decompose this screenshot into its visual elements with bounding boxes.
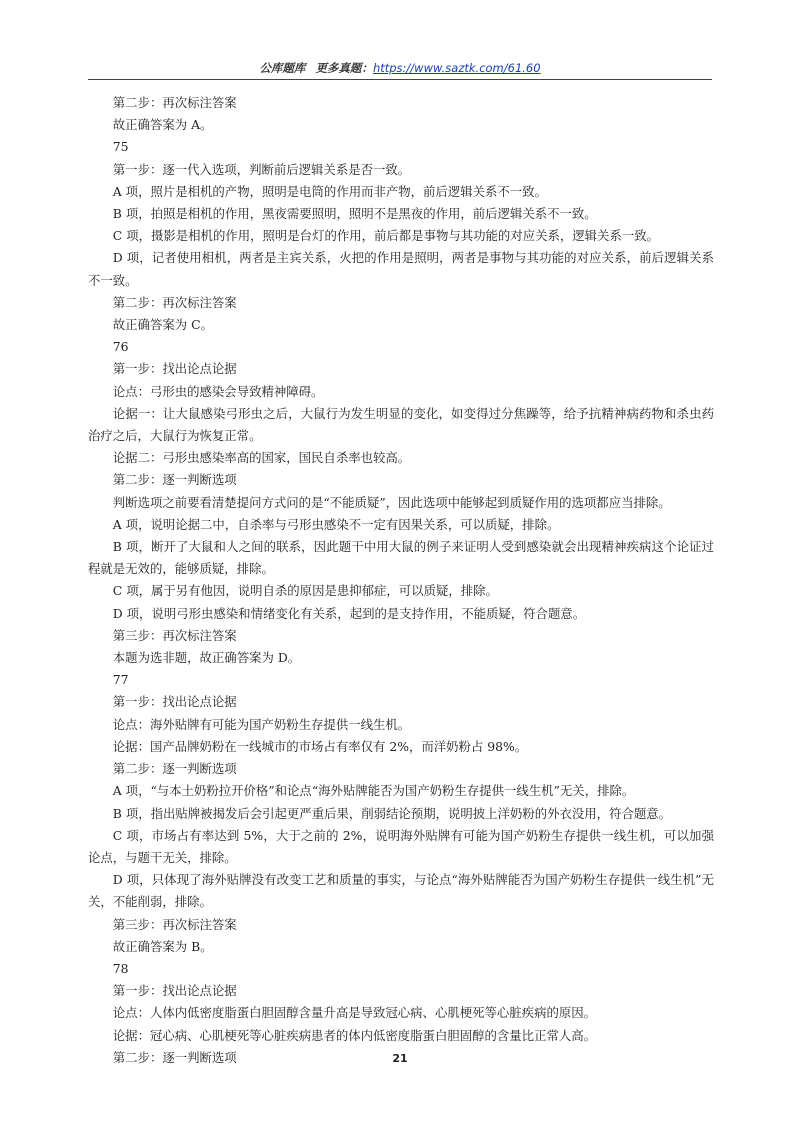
text-line: C 项，属于另有他因，说明自杀的原因是患抑郁症，可以质疑，排除。 xyxy=(112,583,498,599)
text-line: 论据二：弓形虫感染率高的国家，国民自杀率也较高。 xyxy=(112,450,411,466)
header-rule xyxy=(88,79,712,80)
text-line: 第二步：逐一判断选项 xyxy=(112,1049,237,1065)
text-line: 第一步：找出论点论据 xyxy=(112,694,237,710)
text-line: 论点：弓形虫的感染会导致精神障碍。 xyxy=(112,383,324,399)
question-number: 76 xyxy=(112,339,129,355)
text-line: 论据：国产品牌奶粉在一线城市的市场占有率仅有 2%，而洋奶粉占 98%。 xyxy=(112,738,528,754)
text-line: 第一步：找出论点论据 xyxy=(112,983,237,999)
text-line: A 项，“与本土奶粉拉开价格”和论点“海外贴牌能否为国产奶粉生存提供一线生机”无关，排除。 xyxy=(112,783,635,799)
text-line: 第三步：再次标注答案 xyxy=(112,916,237,932)
text-line: 论据：冠心病、心肌梗死等心脏疾病患者的体内低密度脂蛋白胆固醇的含量比正常人高。 xyxy=(112,1027,597,1043)
text-line: 论点：海外贴牌有可能为国产奶粉生存提供一线生机。 xyxy=(112,716,411,732)
text-line: A 项，照片是相机的产物，照明是电筒的作用而非产物，前后逻辑关系不一致。 xyxy=(112,183,547,199)
text-line: D 项，说明弓形虫感染和情绪变化有关系，起到的是支持作用，不能质疑，符合题意。 xyxy=(112,605,586,621)
text-line: 第一步：逐一代入选项，判断前后逻辑关系是否一致。 xyxy=(112,161,411,177)
text-line: D 项，记者使用相机，两者是主宾关系，火把的作用是照明，两者是事物与其功能的对应关系，前后逻辑关系不一致。 xyxy=(88,250,714,288)
text-line: 论点：人体内低密度脂蛋白胆固醇含量升高是导致冠心病、心肌梗死等心脏疾病的原因。 xyxy=(112,1005,597,1021)
text-line: 故正确答案为 B。 xyxy=(112,938,213,954)
text-line: 第一步：找出论点论据 xyxy=(112,361,237,377)
text-line: 论据一：让大鼠感染弓形虫之后，大鼠行为发生明显的变化，如变得过分焦躁等，给予抗精神病药物和杀虫药治疗之后，大鼠行为恢复正常。 xyxy=(88,405,714,444)
header-more-label: 更多真题： xyxy=(315,61,373,75)
text-line: B 项，断开了大鼠和人之间的联系，因此题干中用大鼠的例子来证明人受到感染就会出现精神疾病这个论证过程就是无效的，能够质疑，排除。 xyxy=(88,539,714,577)
text-line: 故正确答案为 C。 xyxy=(112,317,213,333)
text-line: C 项，摄影是相机的作用，照明是台灯的作用，前后都是事物与其功能的对应关系，逻辑关系一致。 xyxy=(112,228,660,244)
page-header xyxy=(0,60,800,76)
text-line: 本题为选非题，故正确答案为 D。 xyxy=(112,650,301,666)
text-line: 第二步：逐一判断选项 xyxy=(112,472,237,488)
header-brand: 公库题库 xyxy=(259,61,306,75)
text-line: B 项，指出贴牌被揭发后会引起更严重后果，削弱结论预期，说明披上洋奶粉的外衣没用，符合题意。 xyxy=(112,805,672,821)
text-line: 第二步：再次标注答案 xyxy=(112,294,237,310)
text-line: D 项，只体现了海外贴牌没有改变工艺和质量的事实，与论点“海外贴牌能否为国产奶粉生存提供一线生机”无关，不能削弱，排除。 xyxy=(88,872,714,910)
document-body xyxy=(88,92,714,1069)
text-line: 第二步：再次标注答案 xyxy=(112,95,237,110)
text-line: C 项，市场占有率达到 5%，大于之前的 2%，说明海外贴牌有可能为国产奶粉生存提供一线生机，可以加强论点，与题干无关，排除。 xyxy=(88,827,714,865)
text-line: 故正确答案为 A。 xyxy=(112,117,213,133)
text-line: 第二步：逐一判断选项 xyxy=(112,761,237,777)
question-number: 75 xyxy=(112,139,129,155)
text-line: B 项，拍照是相机的作用，黑夜需要照明，照明不是黑夜的作用，前后逻辑关系不一致。 xyxy=(112,206,597,222)
text-line: A 项，说明论据二中，自杀率与弓形虫感染不一定有因果关系，可以质疑，排除。 xyxy=(112,516,560,532)
text-line: 判断选项之前要看清楚提问方式问的是“不能质疑”，因此选项中能够起到质疑作用的选项都应当排除。 xyxy=(112,494,671,510)
page-number: 21 xyxy=(392,1052,408,1065)
header-url-link[interactable]: https://www.saztk.com/61.60 xyxy=(372,61,541,75)
question-number: 77 xyxy=(112,672,129,688)
text-line: 第三步：再次标注答案 xyxy=(112,627,237,643)
question-number: 78 xyxy=(112,960,129,976)
